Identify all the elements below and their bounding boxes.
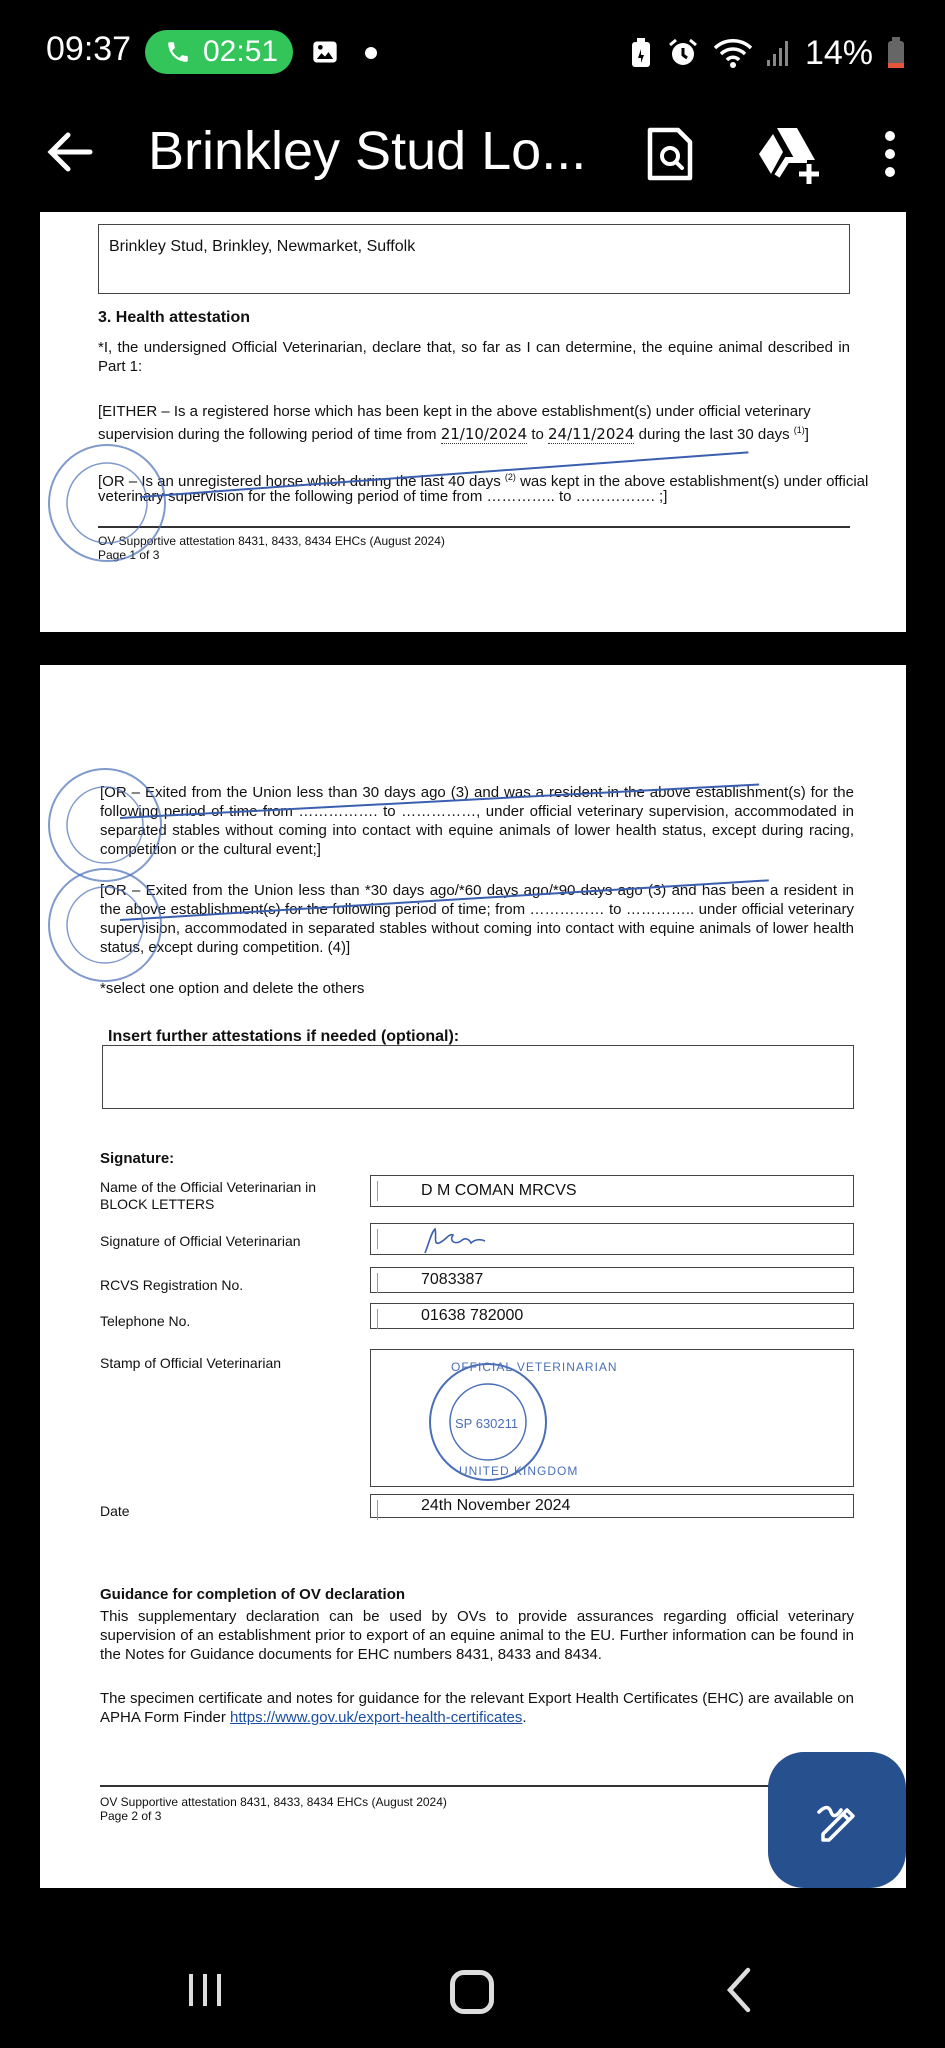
official-stamp xyxy=(42,438,172,568)
lens-icon[interactable] xyxy=(640,122,700,186)
navigation-bar xyxy=(0,1900,945,2048)
nav-back-icon[interactable] xyxy=(720,1966,760,2014)
alarm-icon xyxy=(667,37,699,69)
battery-icon xyxy=(887,37,905,69)
further-attestations-box[interactable] xyxy=(102,1045,854,1109)
field-signature xyxy=(370,1223,854,1255)
more-vert-icon[interactable] xyxy=(870,122,910,186)
battery-percentage: 14% xyxy=(804,33,873,72)
label-name: Name of the Official Veterinarian in BLOCK LETTERS xyxy=(100,1179,317,1212)
edit-pen-icon xyxy=(809,1792,865,1848)
either-suffix: during the last 30 days xyxy=(638,426,790,443)
recent-apps-icon[interactable] xyxy=(185,1970,225,2010)
address-box xyxy=(98,224,850,294)
home-icon[interactable] xyxy=(450,1970,494,2014)
status-time: 09:37 xyxy=(46,30,132,68)
guidance-heading: Guidance for completion of OV declaration xyxy=(100,1586,406,1603)
field-date: 24th November 2024 xyxy=(370,1494,854,1518)
either-to-date: 24/11/2024 xyxy=(548,425,635,443)
either-footnote: (1) xyxy=(793,425,805,435)
or3-paragraph: [OR – Exited from the Union less than *30 days ago/*60 days ago/*90 days ago (3) and has been a resident in the above establishment(s) for the following period of time; from …………… to ………….. under official veterinary supervision, accommodated in separated stables without coming into contact with equine animals of lower health status, except during competition. (4)] xyxy=(100,882,854,956)
stamp-top-text: OFFICIAL VETERINARIAN xyxy=(451,1360,618,1374)
stamp-bottom-text: UNITED KINGDOM xyxy=(459,1464,579,1478)
footer-title-2: OV Supportive attestation 8431, 8433, 8434 EHCs (August 2024) xyxy=(100,1795,447,1809)
either-from-date: 21/10/2024 xyxy=(440,425,528,443)
label-date: Date xyxy=(100,1503,130,1519)
declaration-text: *I, the undersigned Official Veterinarian, declare that, so far as I can determine, the equine animal described in Part 1: xyxy=(98,339,850,375)
status-icons xyxy=(629,28,905,78)
footer-title: OV Supportive attestation 8431, 8433, 8434 EHCs (August 2024) xyxy=(98,534,445,548)
label-rcvs: RCVS Registration No. xyxy=(100,1277,244,1293)
notification-dot xyxy=(365,47,377,59)
app-bar xyxy=(0,100,945,210)
footer-page: Page 1 of 3 xyxy=(98,548,160,562)
stamp-center-text: SP 630211 xyxy=(455,1416,519,1431)
or1-text-a: [OR – Is an unregistered horse which during the last 40 days xyxy=(98,473,501,490)
either-text: supervision during the following period of time from xyxy=(98,426,437,443)
label-stamp: Stamp of Official Veterinarian xyxy=(100,1355,282,1371)
guidance-paragraph-2 xyxy=(100,1689,854,1727)
either-to-word: to xyxy=(531,426,544,443)
pdf-page-2 xyxy=(40,665,906,1888)
or1-line-2: veterinary supervision for the following period of time from ………….. to ……………. ;] xyxy=(98,488,668,505)
select-note: *select one option and delete the others xyxy=(100,980,365,997)
signature-heading: Signature: xyxy=(100,1150,175,1167)
gallery-icon xyxy=(310,38,340,66)
either-line-1: [EITHER – Is a registered horse which has been kept in the above establishment(s) under official veterinary xyxy=(98,403,811,420)
export-health-certificates-link[interactable]: https://www.gov.uk/export-health-certificates xyxy=(230,1709,523,1726)
status-bar xyxy=(0,0,945,100)
pdf-page-1 xyxy=(40,212,906,632)
wifi-icon xyxy=(713,37,753,69)
document-title: Brinkley Stud Lo... xyxy=(148,121,587,181)
phone-icon xyxy=(165,39,191,65)
footer-rule-2 xyxy=(100,1785,854,1787)
label-signature: Signature of Official Veterinarian xyxy=(100,1233,301,1249)
footer-rule xyxy=(98,526,850,528)
field-stamp xyxy=(370,1349,854,1487)
footer-page-2: Page 2 of 3 xyxy=(100,1809,162,1823)
guidance-paragraph-1: This supplementary declaration can be used by OVs to provide assurances regarding official veterinary supervision of an establishment prior to export of an equine animal to the EU. Further information can be found in the Notes for Guidance documents for EHC numbers 8431, 8433 and 8434. xyxy=(100,1608,854,1663)
either-line-2 xyxy=(98,421,850,444)
signal-icon xyxy=(767,38,791,68)
call-indicator[interactable] xyxy=(145,30,293,74)
back-arrow-icon[interactable] xyxy=(40,122,100,182)
or1-text-b: was kept in the above establishment(s) under official xyxy=(520,473,869,490)
or1-footnote: (2) xyxy=(504,472,516,482)
guidance-p2-text: The specimen certificate and notes for guidance for the relevant Export Health Certificates (EHC) are available on APHA Form Finder xyxy=(100,1690,854,1726)
or2-paragraph: [OR – Exited from the Union less than 30 days ago (3) and was a resident in the above establishment(s) for the following period of time from ……………. to ……………, under official veterinary supervision, accommodated in separated stables without coming into contact with equine animals of lower health status, except during racing, competition or the cultural event;] xyxy=(100,784,854,858)
drive-add-icon[interactable] xyxy=(755,122,821,186)
guidance-p2-end: . xyxy=(522,1709,527,1726)
further-attestations-heading: Insert further attestations if needed (optional): xyxy=(108,1028,460,1045)
field-telephone: 01638 782000 xyxy=(370,1303,854,1329)
address-text: Brinkley Stud, Brinkley, Newmarket, Suffolk xyxy=(109,238,416,255)
handwritten-signature xyxy=(421,1225,511,1255)
field-rcvs: 7083387 xyxy=(370,1267,854,1293)
field-name: D M COMAN MRCVS xyxy=(370,1175,854,1207)
either-bracket: ] xyxy=(804,426,809,443)
battery-saver-icon xyxy=(629,37,653,69)
call-duration: 02:51 xyxy=(203,35,279,68)
section-heading: 3. Health attestation xyxy=(98,309,251,326)
edit-fab-button[interactable] xyxy=(768,1752,906,1888)
official-stamp-bottom xyxy=(40,860,170,990)
label-telephone: Telephone No. xyxy=(100,1313,191,1329)
